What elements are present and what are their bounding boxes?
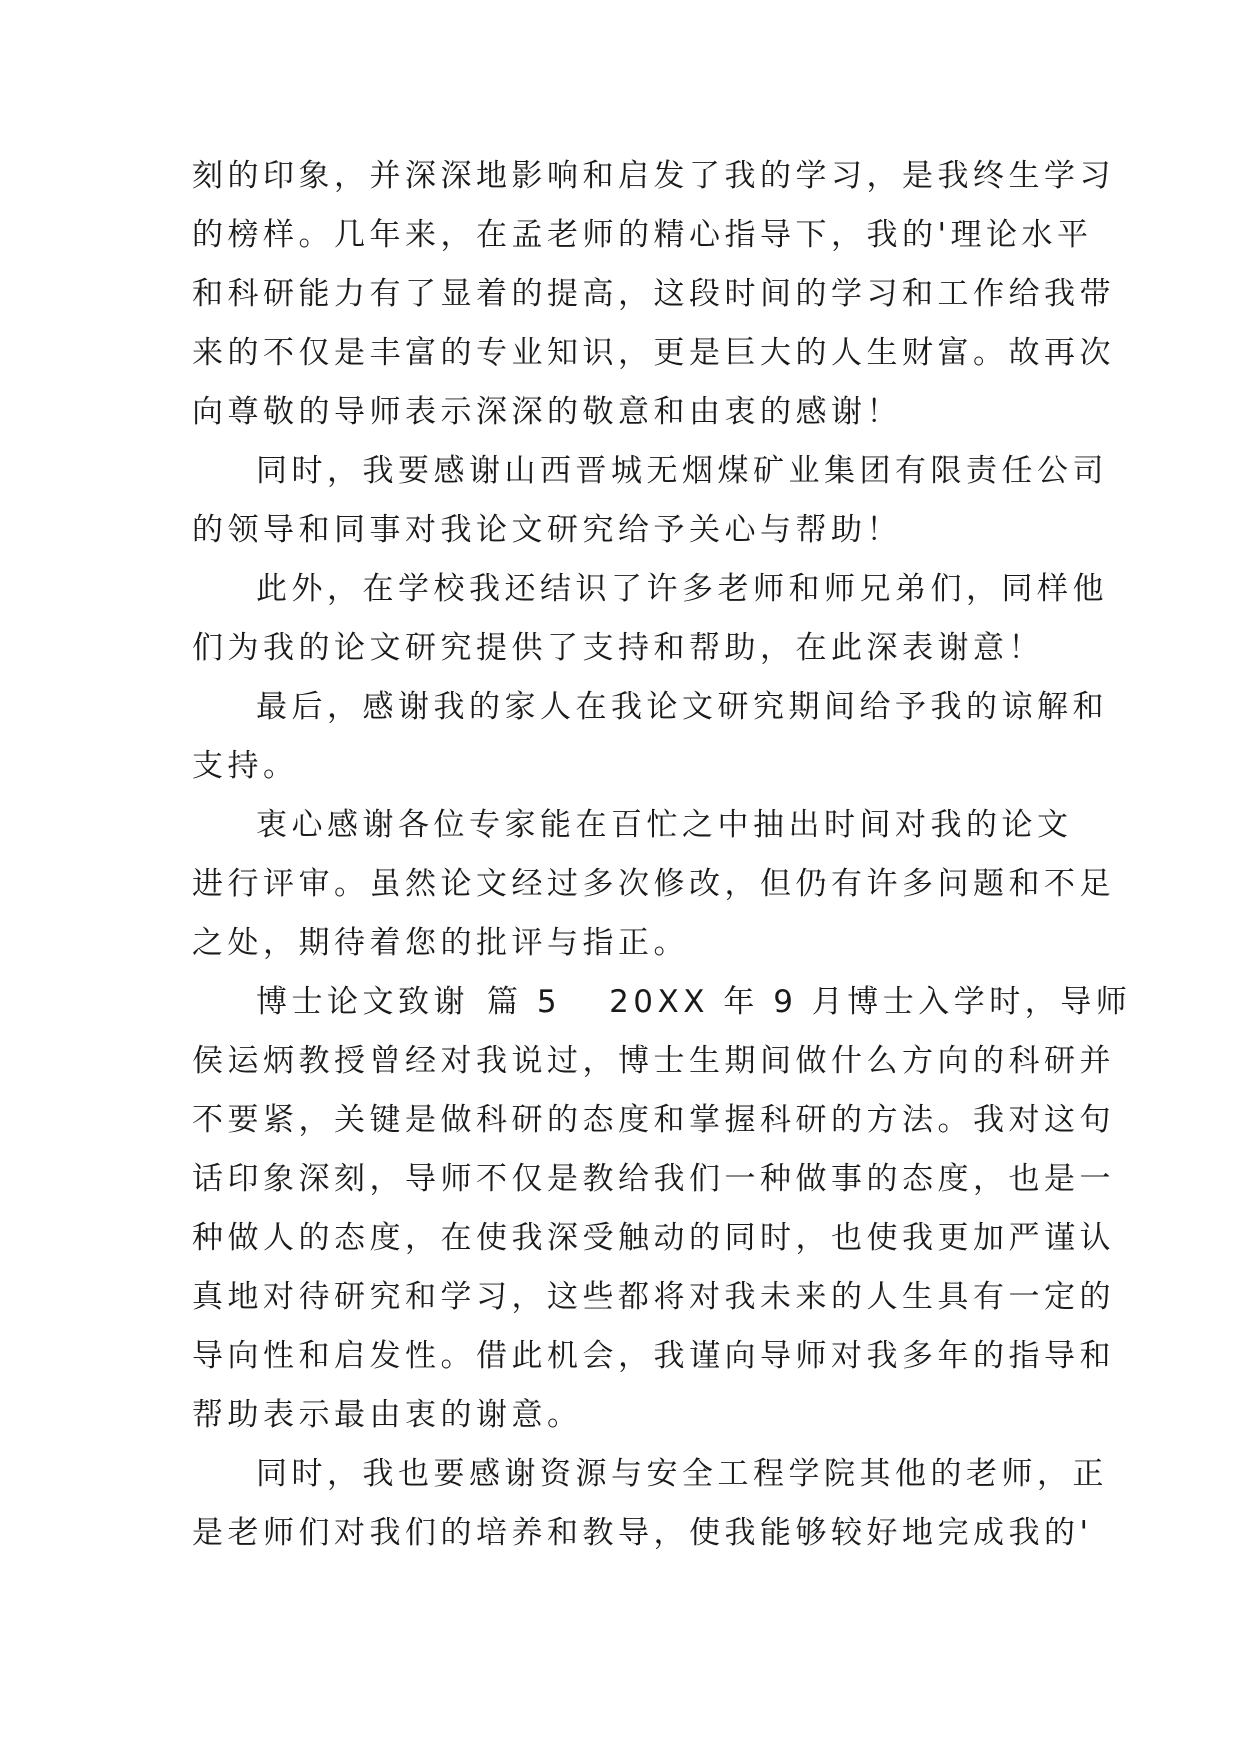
- text-line: 支持。: [192, 748, 299, 784]
- text-line: 不要紧，关键是做科研的态度和掌握科研的方法。我对这句: [192, 1102, 1115, 1138]
- body-text: [192, 158, 1132, 1574]
- text-line: 衷心感谢各位专家能在百忙之中抽出时间对我的论文: [256, 807, 1073, 843]
- section-first-text: 20XX 年 9 月博士入学时，导师: [609, 984, 1132, 1020]
- section-title: 博士论文致谢: [256, 984, 469, 1020]
- section-heading-line: [192, 984, 1132, 1020]
- text-line: 最后，感谢我的家人在我论文研究期间给予我的谅解和: [256, 689, 1108, 725]
- text-line: 种做人的态度，在使我深受触动的同时，也使我更加严谨认: [192, 1220, 1115, 1256]
- text-line: 同时，我要感谢山西晋城无烟煤矿业集团有限责任公司: [256, 453, 1108, 489]
- text-line: 侯运炳教授曾经对我说过，博士生期间做什么方向的科研并: [192, 1043, 1115, 1079]
- text-line: 来的不仅是丰富的专业知识，更是巨大的人生财富。故再次: [192, 335, 1115, 371]
- text-line: 的领导和同事对我论文研究给予关心与帮助！: [192, 512, 902, 548]
- text-line: 和科研能力有了显着的提高，这段时间的学习和工作给我带: [192, 276, 1115, 312]
- text-line: 是老师们对我们的培养和教导，使我能够较好地完成我的': [192, 1515, 1093, 1551]
- text-line: 进行评审。虽然论文经过多次修改，但仍有许多问题和不足: [192, 866, 1115, 902]
- text-line: 向尊敬的导师表示深深的敬意和由衷的感谢！: [192, 394, 902, 430]
- text-line: 同时，我也要感谢资源与安全工程学院其他的老师，正: [256, 1456, 1108, 1492]
- text-line: 刻的印象，并深深地影响和启发了我的学习，是我终生学习: [192, 158, 1115, 194]
- text-line: 此外，在学校我还结识了许多老师和师兄弟们，同样他: [256, 571, 1108, 607]
- text-line: 话印象深刻，导师不仅是教给我们一种做事的态度，也是一: [192, 1161, 1115, 1197]
- text-line: 的榜样。几年来，在孟老师的精心指导下，我的'理论水平: [192, 217, 1093, 253]
- text-line: 之处，期待着您的批评与指正。: [192, 925, 689, 961]
- text-line: 真地对待研究和学习，这些都将对我未来的人生具有一定的: [192, 1279, 1115, 1315]
- text-line: 们为我的论文研究提供了支持和帮助，在此深表谢意！: [192, 630, 1044, 666]
- text-line: 导向性和启发性。借此机会，我谨向导师对我多年的指导和: [192, 1338, 1115, 1374]
- text-line: 帮助表示最由衷的谢意。: [192, 1397, 583, 1433]
- section-number: 篇 5: [487, 984, 562, 1020]
